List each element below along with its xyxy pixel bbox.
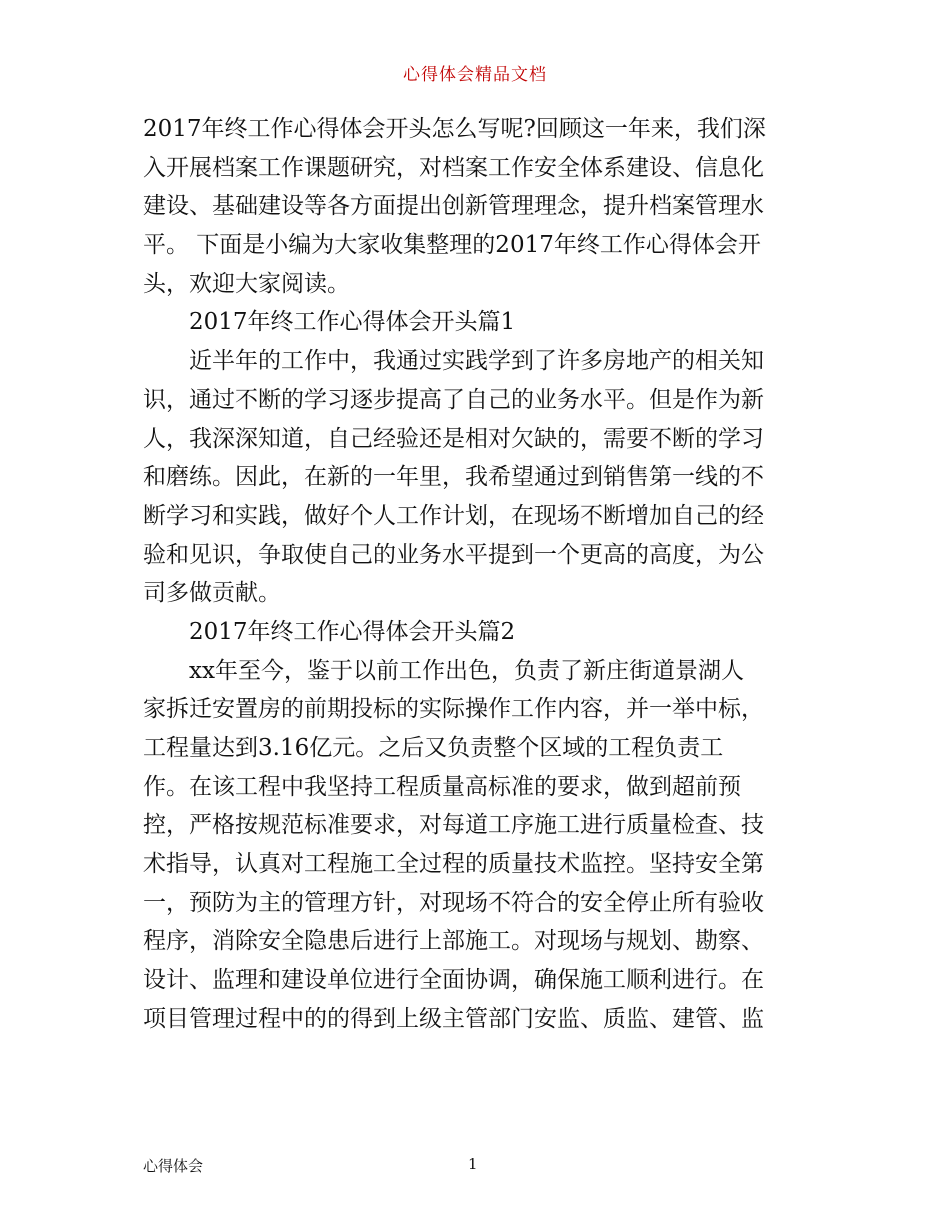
text-line: 作。在该工程中我坚持工程质量高标准的要求，做到超前预 — [143, 773, 741, 800]
text-line: 2017年终工作心得体会开头怎么写呢?回顾这一年来，我们深 — [143, 116, 766, 142]
text-line: 和磨练。因此，在新的一年里，我希望通过到销售第一线的不 — [143, 464, 764, 491]
text-line: 工程量达到3.16亿元。之后又负责整个区域的工程负责工 — [143, 735, 724, 761]
text-line: 设计、监理和建设单位进行全面协调，确保施工顺利进行。在 — [143, 967, 764, 994]
text-line: 断学习和实践，做好个人工作计划，在现场不断增加自己的经 — [143, 502, 764, 529]
text-line: 识，通过不断的学习逐步提高了自己的业务水平。但是作为新 — [143, 386, 764, 413]
text-line: 司多做贡献。 — [143, 580, 281, 607]
text-line: 入开展档案工作课题研究，对档案工作安全体系建设、信息化 — [143, 154, 764, 181]
text-line: 平。 下面是小编为大家收集整理的2017年终工作心得体会开 — [143, 232, 761, 259]
text-line: 术指导，认真对工程施工全过程的质量技术监控。坚持安全第 — [143, 851, 764, 878]
page-number: 1 — [468, 1155, 478, 1173]
footer-label: 心得体会 — [143, 1157, 204, 1175]
document-body — [143, 110, 811, 1039]
section-heading: 2017年终工作心得体会开头篇2 — [189, 618, 516, 645]
text-line: xx年至今，鉴于以前工作出色，负责了新庄街道景湖人 — [189, 657, 744, 684]
text-line: 家拆迁安置房的前期投标的实际操作工作内容，并一举中标， — [143, 696, 764, 723]
text-line: 验和见识，争取使自己的业务水平提到一个更高的高度，为公 — [143, 541, 764, 568]
text-line: 建设、基础建设等各方面提出创新管理理念，提升档案管理水 — [143, 193, 764, 220]
text-line: 人，我深深知道，自己经验还是相对欠缺的，需要不断的学习 — [143, 425, 764, 452]
text-line: 一，预防为主的管理方针，对现场不符合的安全停止所有验收 — [143, 889, 764, 916]
text-line: 控，严格按规范标准要求，对每道工序施工进行质量检查、技 — [143, 812, 764, 839]
header-title: 心得体会精品文档 — [403, 65, 547, 85]
text-line: 头，欢迎大家阅读。 — [143, 270, 350, 297]
text-line: 项目管理过程中的的得到上级主管部门安监、质监、建管、监 — [143, 1005, 764, 1032]
text-line: 程序，消除安全隐患后进行上部施工。对现场与规划、勘察、 — [143, 928, 764, 955]
text-line: 近半年的工作中，我通过实践学到了许多房地产的相关知 — [189, 348, 764, 375]
section-heading: 2017年终工作心得体会开头篇1 — [189, 309, 516, 336]
